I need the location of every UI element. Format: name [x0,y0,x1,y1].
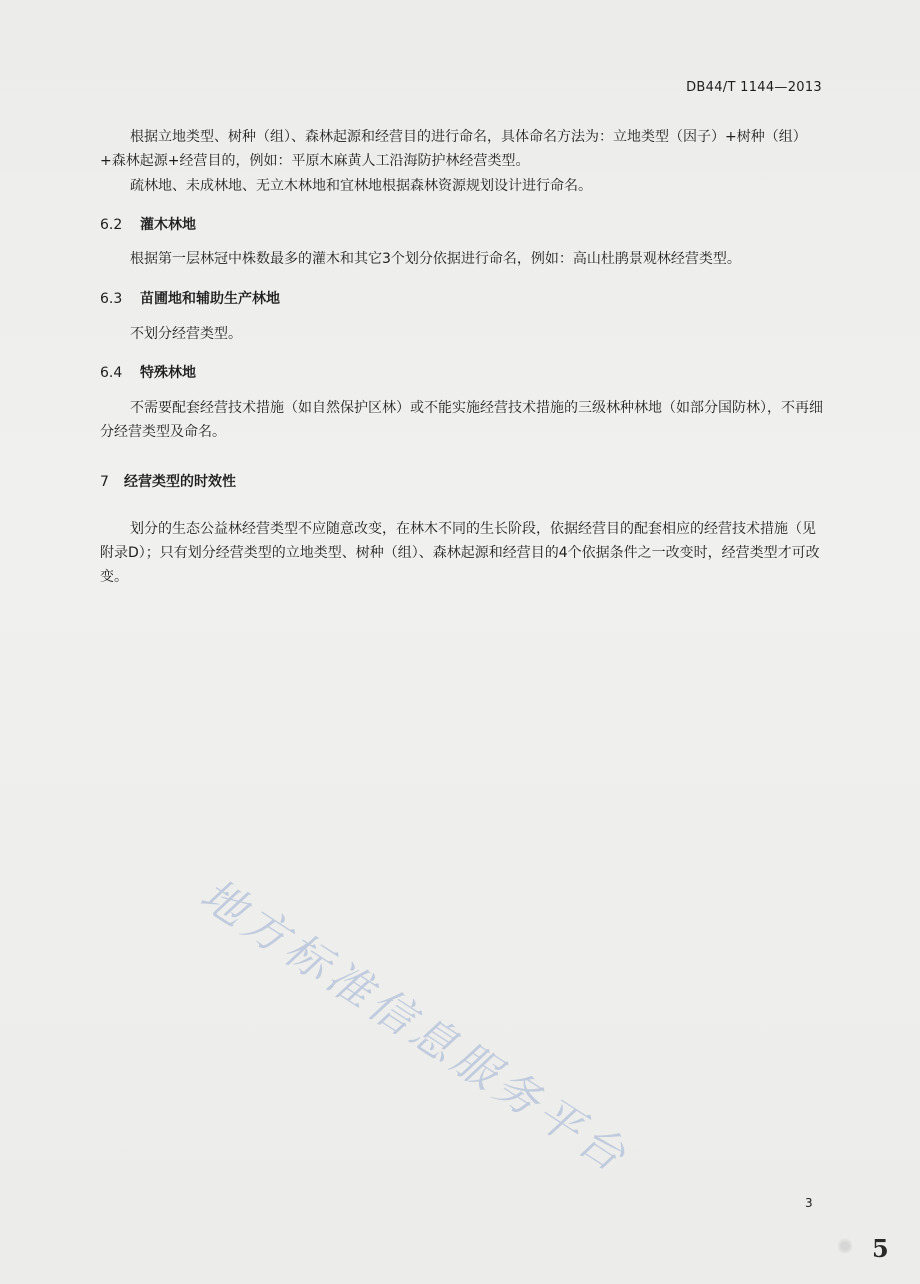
paragraph-nursery: 不划分经营类型。 [130,326,242,342]
section-number: 6.4 [100,365,123,381]
section-6-4-heading [100,362,196,382]
watermark-text: 地方标准信息服务平台 [191,869,639,1185]
section-title: 苗圃地和辅助生产林地 [140,291,280,307]
section-6-3-heading [100,288,280,308]
standard-code: DB44/T 1144—2013 [686,80,822,95]
corner-page-number: 5 [872,1234,889,1263]
section-number: 6.2 [100,217,123,233]
paragraph-naming-method: 根据立地类型、树种（组）、森林起源和经营目的进行命名，具体命名方法为：立地类型（因子）+树种（组）+森林起源+经营目的，例如：平原木麻黄人工沿海防护林经营类型。 [100,129,807,169]
section-title: 灌木林地 [140,217,196,233]
section-6-2-heading [100,214,196,234]
section-title: 经营类型的时效性 [124,474,236,490]
section-number: 6.3 [100,291,123,307]
scan-smudge [838,1236,852,1256]
section-title: 特殊林地 [140,365,196,381]
paragraph-sparse-forest: 疏林地、未成林地、无立木林地和宜林地根据森林资源规划设计进行命名。 [130,178,592,194]
paragraph-validity: 划分的生态公益林经营类型不应随意改变，在林木不同的生长阶段，依据经营目的配套相应的经营技术措施（见附录D）；只有划分经营类型的立地类型、树种（组）、森林起源和经营目的4个依据条件之一改变时，经营类型才可改变。 [100,521,820,585]
page-number: 3 [805,1196,813,1210]
section-7-heading [100,471,236,491]
section-number: 7 [100,474,109,490]
paragraph-special-forest: 不需要配套经营技术措施（如自然保护区林）或不能实施经营技术措施的三级林种林地（如部分国防林），不再细分经营类型及命名。 [100,400,823,440]
paragraph-shrub-land: 根据第一层林冠中株数最多的灌木和其它3个划分依据进行命名，例如：高山杜鹃景观林经营类型。 [130,251,741,267]
